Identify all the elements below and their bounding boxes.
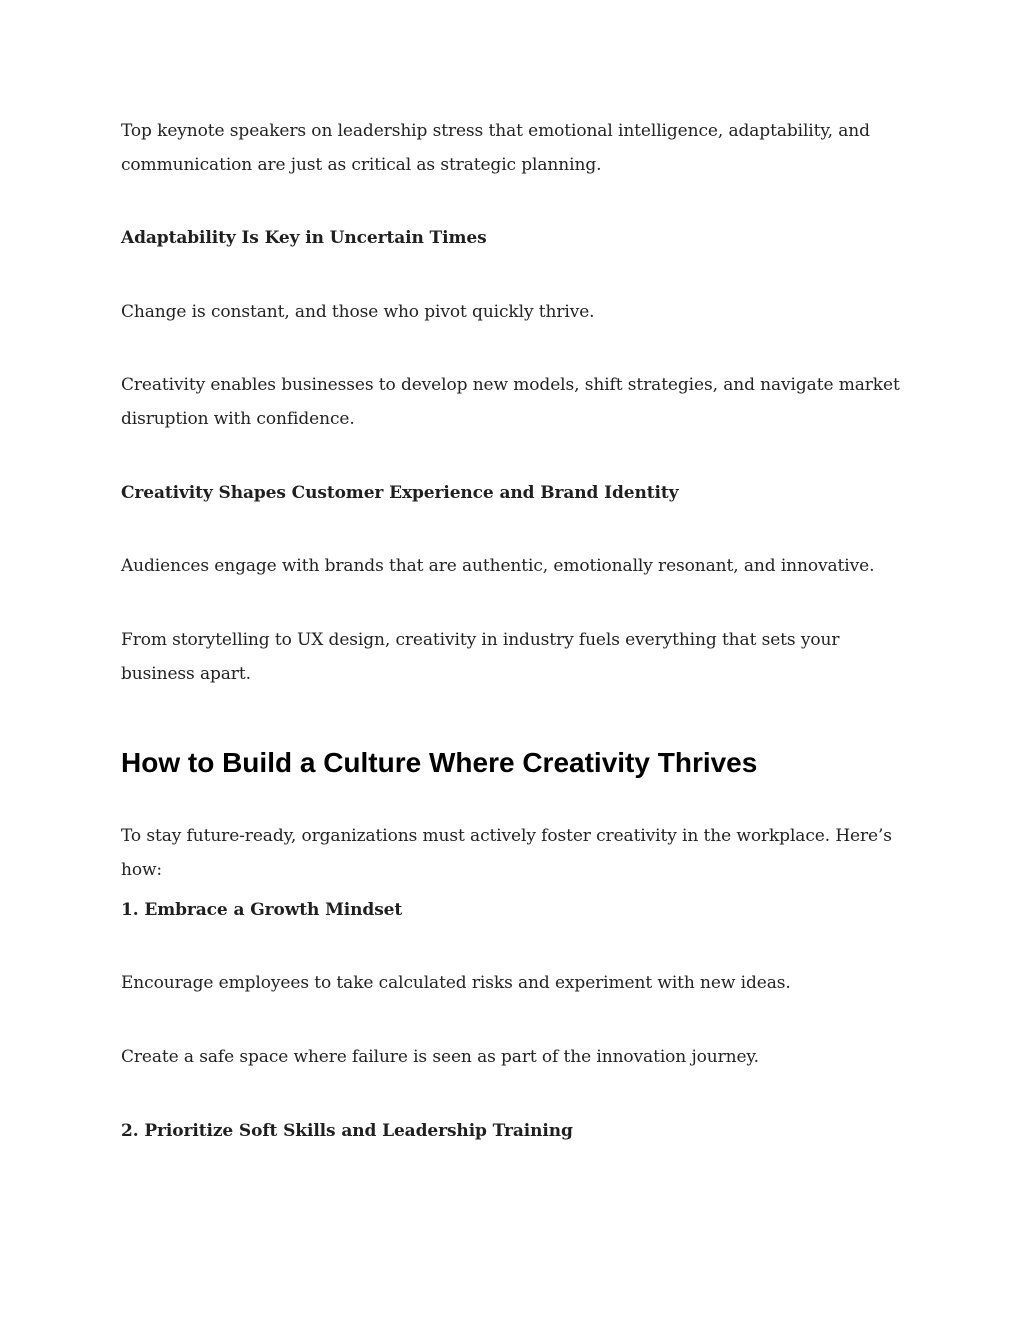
subheading-customer-experience: Creativity Shapes Customer Experience and Brand Identity [121,483,679,503]
paragraph-leadership: Top keynote speakers on leadership stress that emotional intelligence, adaptability, and communication are just as critical as strategic planning. [121,121,870,175]
subheading-growth-mindset: 1. Embrace a Growth Mindset [121,900,403,920]
subheading-adaptability: Adaptability Is Key in Uncertain Times [121,228,487,248]
paragraph-storytelling: From storytelling to UX design, creativity in industry fuels everything that sets your business apart. [121,630,840,684]
section-heading-culture: How to Build a Culture Where Creativity Thrives [121,747,758,778]
paragraph-future-ready: To stay future-ready, organizations must actively foster creativity in the workplace. Here’s how: [121,826,892,880]
paragraph-change: Change is constant, and those who pivot quickly thrive. [121,302,595,322]
subheading-soft-skills: 2. Prioritize Soft Skills and Leadership Training [121,1121,573,1141]
paragraph-creativity-enables: Creativity enables businesses to develop new models, shift strategies, and navigate market disruption with confidence. [121,375,900,429]
paragraph-audiences: Audiences engage with brands that are authentic, emotionally resonant, and innovative. [121,556,875,576]
paragraph-safe-space: Create a safe space where failure is seen as part of the innovation journey. [121,1047,759,1067]
paragraph-encourage: Encourage employees to take calculated risks and experiment with new ideas. [121,973,791,993]
